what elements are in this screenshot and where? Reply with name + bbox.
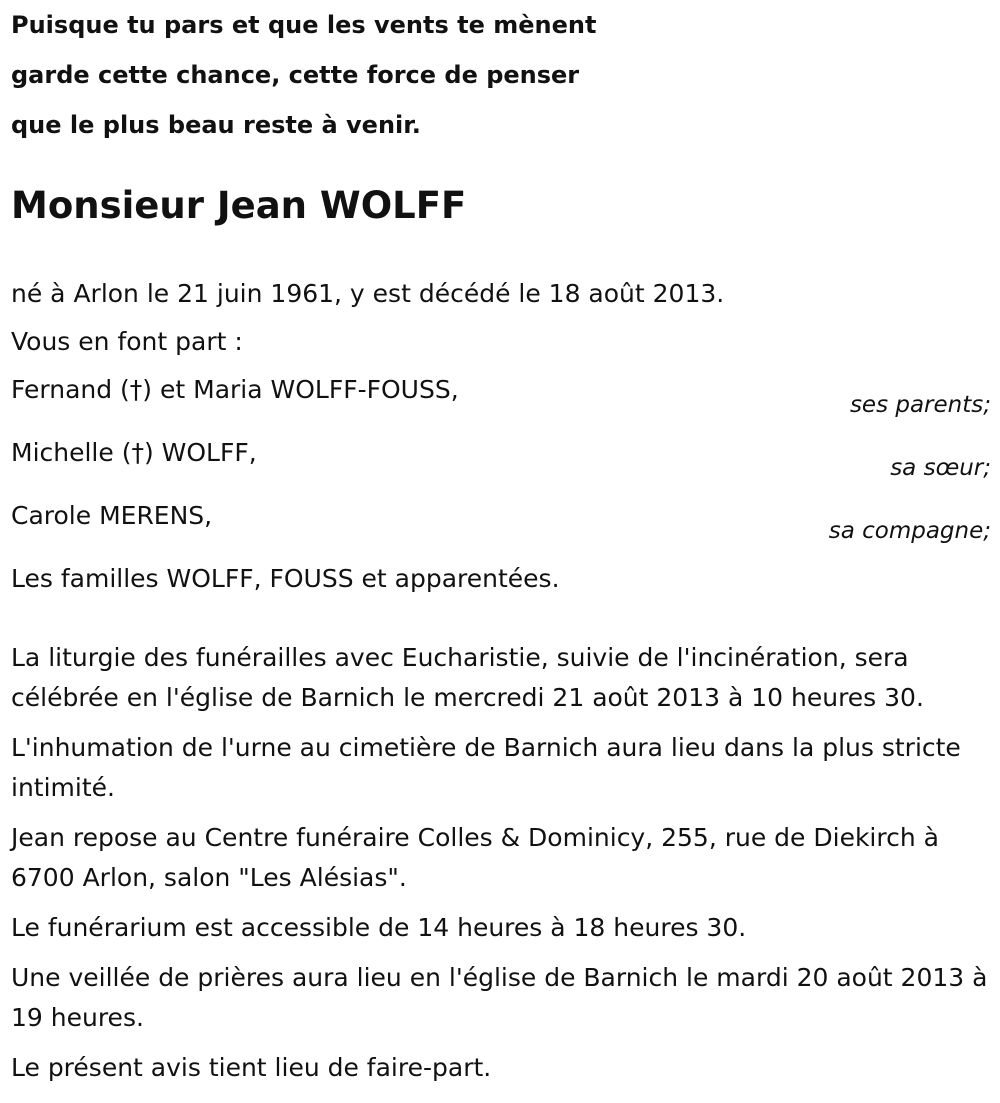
poem bbox=[11, 0, 991, 150]
ceremony-paragraph: L'inhumation de l'urne au cimetière de Barnich aura lieu dans la plus stricte intimité. bbox=[11, 733, 961, 802]
family-member-name: Michelle (†) WOLFF, bbox=[11, 438, 257, 467]
birth-death-line: né à Arlon le 21 juin 1961, y est décédé le 18 août 2013. bbox=[11, 279, 725, 308]
extended-families: Les familles WOLFF, FOUSS et apparentées. bbox=[11, 564, 560, 593]
family-entry bbox=[11, 433, 991, 480]
ceremony-paragraph: Le funérarium est accessible de 14 heures à 18 heures 30. bbox=[11, 913, 747, 942]
deceased-name: Monsieur Jean WOLFF bbox=[11, 184, 467, 227]
family-entry bbox=[11, 370, 991, 417]
family-member-name: Fernand (†) et Maria WOLFF-FOUSS, bbox=[11, 375, 459, 404]
family-member-name: Carole MERENS, bbox=[11, 501, 213, 530]
ceremony-paragraph: Jean repose au Centre funéraire Colles & Dominicy, 255, rue de Diekirch à 6700 Arlon, salon "Les Alésias". bbox=[11, 823, 939, 892]
ceremony-details bbox=[11, 638, 991, 1088]
poem-line: garde cette chance, cette force de penser bbox=[11, 61, 580, 89]
ceremony-paragraph: La liturgie des funérailles avec Eucharistie, suivie de l'incinération, sera célébrée en l'église de Barnich le mercredi 21 août 2013 à 10 heures 30. bbox=[11, 643, 924, 712]
poem-line: Puisque tu pars et que les vents te mènent bbox=[11, 11, 597, 39]
ceremony-paragraph: Une veillée de prières aura lieu en l'église de Barnich le mardi 20 août 2013 à 19 heures. bbox=[11, 963, 988, 1032]
family-relation: sa sœur; bbox=[890, 455, 991, 481]
family-relation: ses parents; bbox=[849, 392, 991, 418]
obituary-notice bbox=[11, 0, 991, 1098]
announcement-intro: Vous en font part : bbox=[11, 327, 243, 356]
family-relation: sa compagne; bbox=[828, 518, 991, 544]
ceremony-paragraph: Le présent avis tient lieu de faire-part. bbox=[11, 1053, 492, 1082]
family-list bbox=[11, 370, 991, 543]
poem-line: que le plus beau reste à venir. bbox=[11, 111, 421, 139]
family-entry bbox=[11, 496, 991, 543]
